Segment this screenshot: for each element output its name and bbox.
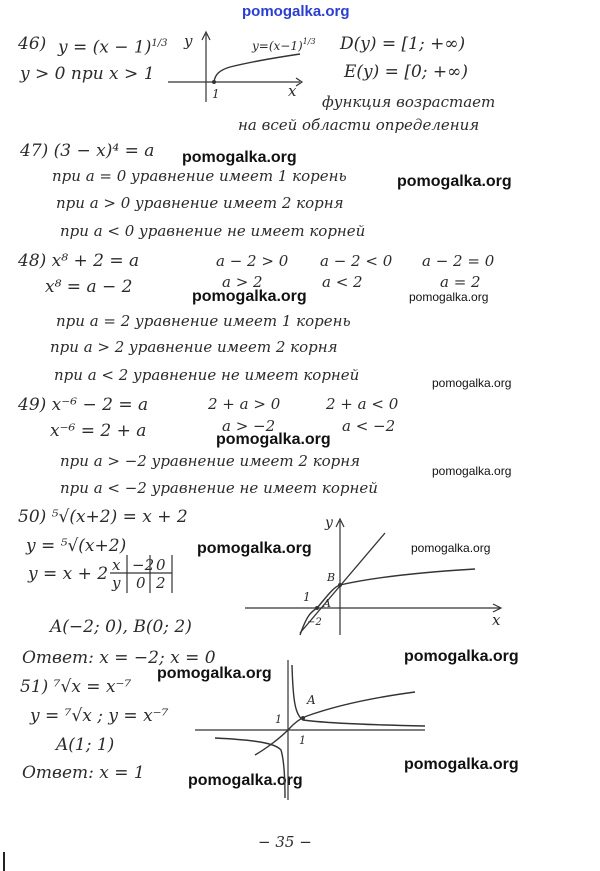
watermark: pomogalka.org — [432, 464, 512, 478]
problem-48-case-1a: a − 2 > 0 — [216, 252, 289, 270]
problem-48-line-3: при a = 2 уравнение имеет 1 корень — [56, 312, 351, 330]
problem-48-case-3b: a = 2 — [440, 273, 481, 291]
watermark: pomogalka.org — [432, 376, 512, 390]
watermark: pomogalka.org — [404, 756, 519, 773]
graph-50-b-label: B — [327, 571, 336, 584]
table-y-header: y — [112, 574, 121, 592]
graph-51-point-a — [301, 716, 305, 720]
graph-46-x-label: x — [288, 82, 297, 100]
problem-49-line-2: x⁻⁶ = 2 + a — [50, 421, 147, 441]
watermark-top[interactable]: pomogalka.org — [242, 3, 350, 20]
watermark: pomogalka.org — [411, 541, 491, 555]
watermark: pomogalka.org — [192, 288, 307, 305]
problem-49-case-1a: 2 + a > 0 — [208, 395, 281, 413]
problem-47-line-1: 47) (3 − x)⁴ = a — [20, 141, 155, 161]
table-x-value-2: 0 — [156, 556, 166, 574]
graph-51-hyperbola-left — [215, 738, 285, 798]
table-x-header: x — [112, 556, 121, 574]
watermark: pomogalka.org — [197, 540, 312, 557]
problem-49-line-3: при a > −2 уравнение имеет 2 корня — [60, 452, 361, 470]
watermark: pomogalka.org — [188, 772, 303, 789]
problem-51-graph — [195, 660, 435, 800]
problem-48-case-2a: a − 2 < 0 — [320, 252, 393, 270]
problem-46-function: $y = (x - 1)^{1/3}$ — [58, 37, 168, 58]
problem-51-point: A(1; 1) — [56, 735, 115, 755]
problem-48-line-1: 48) x⁸ + 2 = a — [18, 251, 140, 271]
problem-49-case-1b: a > −2 — [222, 417, 276, 435]
graph-50-y-label: y — [325, 515, 333, 531]
problem-47-line-3: при a > 0 уравнение имеет 2 корня — [56, 194, 344, 212]
table-y-value-2: 2 — [156, 574, 166, 592]
graph-50-point-b — [338, 583, 342, 587]
graph-50-one-label: 1 — [303, 590, 311, 604]
problem-48-line-4: при a > 2 уравнение имеет 2 корня — [50, 338, 338, 356]
graph-46-one-label: 1 — [212, 87, 220, 101]
problem-51-answer: Ответ: x = 1 — [22, 763, 145, 783]
table-y-value-1: 0 — [136, 574, 146, 592]
problem-51-line-1: 51) ⁷√x = x⁻⁷ — [20, 677, 132, 697]
graph-46-point — [212, 80, 216, 84]
graph-50-x-label: x — [492, 611, 501, 629]
watermark: pomogalka.org — [397, 173, 512, 190]
graph-46-y-label: y — [184, 32, 193, 50]
watermark: pomogalka.org — [182, 149, 297, 166]
problem-48-line-5: при a < 2 уравнение не имеет корней — [54, 366, 360, 384]
graph-46-curve — [214, 54, 300, 82]
graph-46-curve-label: $y=(x-1)^{1/3}$ — [252, 37, 316, 53]
graph-50-minus-two-label: −2 — [307, 617, 322, 628]
problem-50-value-table — [110, 553, 180, 593]
watermark: pomogalka.org — [157, 665, 272, 682]
problem-48-case-2b: a < 2 — [322, 273, 363, 291]
problem-51-line-2: y = ⁷√x ; y = x⁻⁷ — [30, 706, 169, 726]
watermark: pomogalka.org — [404, 648, 519, 665]
problem-46-graph — [168, 30, 316, 102]
problem-50-points: A(−2; 0), B(0; 2) — [50, 617, 192, 637]
watermark: pomogalka.org — [216, 431, 331, 448]
table-lines — [110, 553, 180, 593]
problem-46-domain: D(y) = [1; +∞) — [340, 34, 466, 54]
problem-50-answer: Ответ: x = −2; x = 0 — [22, 648, 216, 668]
problem-50-line-3: y = x + 2 — [28, 564, 109, 584]
problem-47-line-2: при a = 0 уравнение имеет 1 корень — [52, 167, 347, 185]
graph-50-a-label: A — [323, 597, 331, 610]
page-number: − 35 − — [258, 833, 312, 851]
problem-46-number: 46) — [18, 34, 47, 54]
graph-50-point-a — [315, 606, 319, 610]
problem-47-line-4: при a < 0 уравнение не имеет корней — [60, 222, 366, 240]
graph-51-a-label: A — [307, 693, 316, 707]
problem-46-range: E(y) = [0; +∞) — [344, 62, 468, 82]
table-x-value-1: −2 — [132, 556, 155, 574]
problem-49-case-2a: 2 + a < 0 — [326, 395, 399, 413]
problem-46-note-2: на всей области определения — [238, 116, 480, 134]
problem-50-line-1: 50) ⁵√(x+2) = x + 2 — [18, 507, 188, 527]
problem-49-line-4: при a < −2 уравнение не имеет корней — [60, 479, 378, 497]
problem-49-line-1: 49) x⁻⁶ − 2 = a — [18, 395, 149, 415]
problem-50-line-2: y = ⁵√(x+2) — [26, 536, 127, 556]
problem-50-graph — [245, 515, 510, 635]
problem-48-case-1b: a > 2 — [222, 273, 263, 291]
margin-mark — [3, 852, 5, 871]
problem-46-note-1: функция возрастает — [322, 93, 496, 111]
graph-51-y-one-label: 1 — [275, 713, 282, 726]
problem-48-case-3a: a − 2 = 0 — [422, 252, 495, 270]
problem-49-case-2b: a < −2 — [342, 417, 396, 435]
problem-48-line-2: x⁸ = a − 2 — [45, 277, 133, 297]
problem-46-condition: y > 0 при x > 1 — [20, 64, 155, 84]
watermark: pomogalka.org — [409, 290, 489, 304]
graph-51-x-one-label: 1 — [299, 734, 306, 747]
